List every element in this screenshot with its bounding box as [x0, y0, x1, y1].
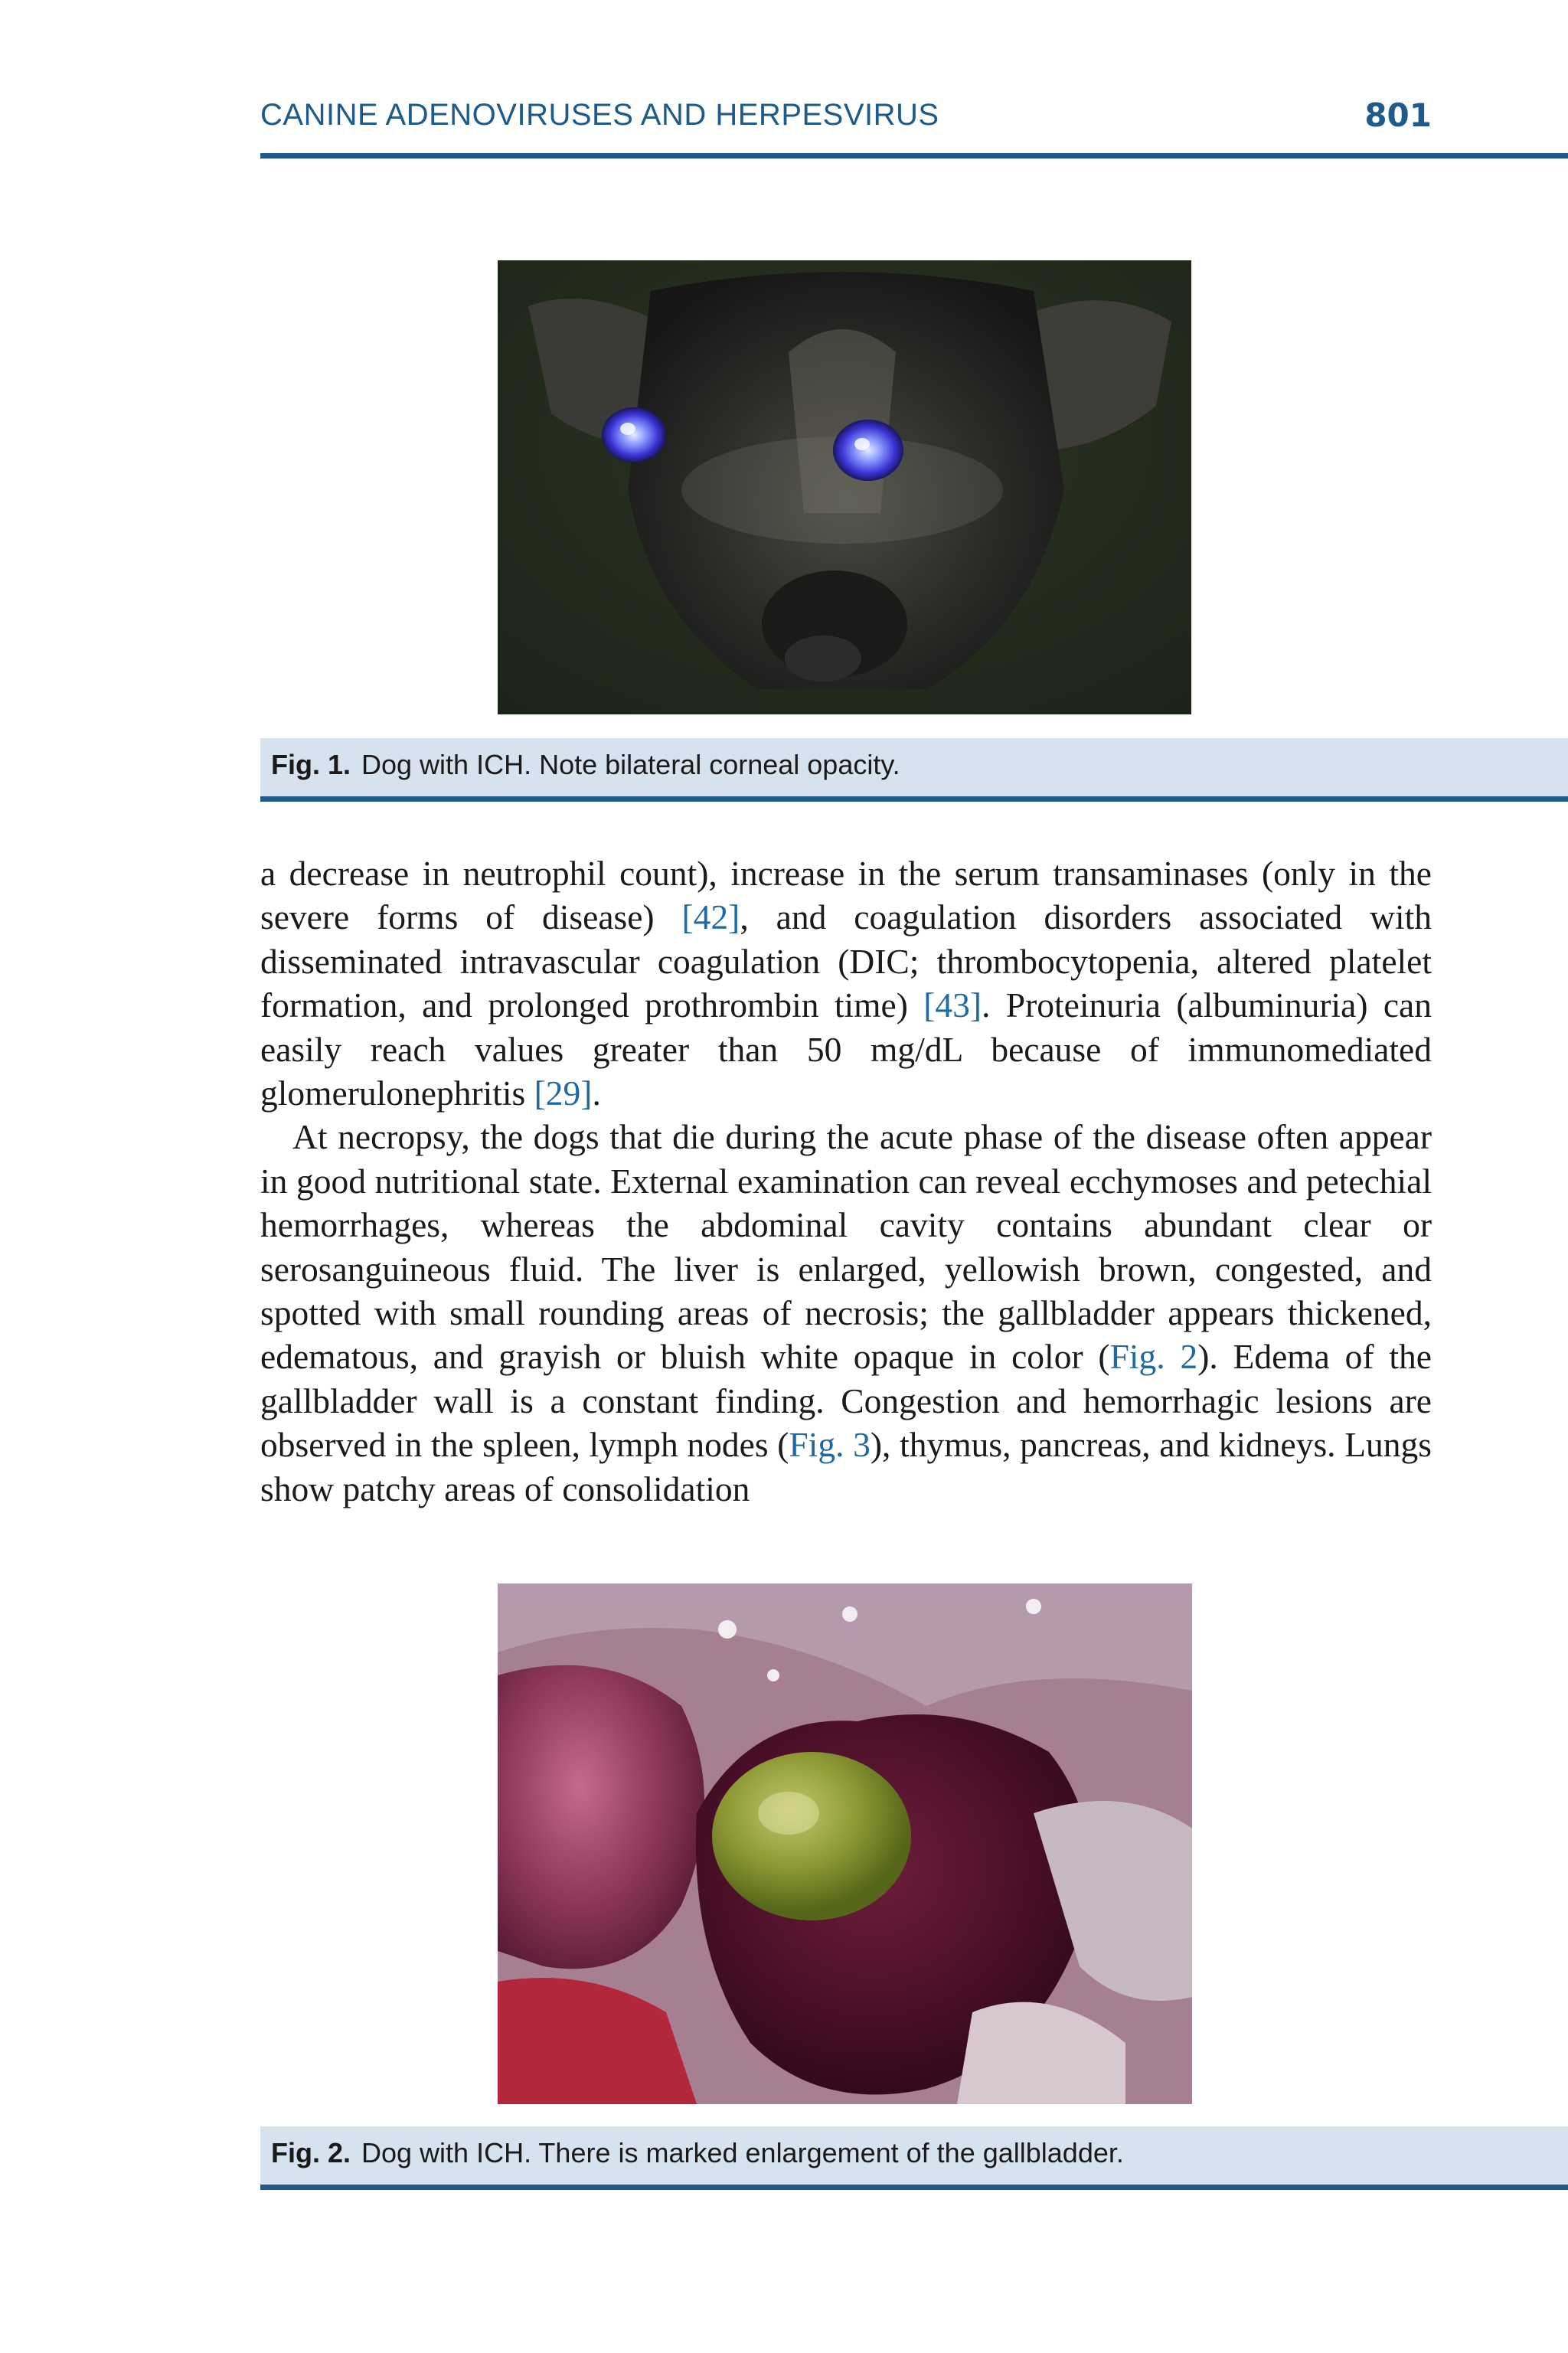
text-run: . Proteinuria (albuminuria) can easily reach values greater than 50 mg/dL because of immunomediated glomerulonephritis: [260, 985, 1432, 1113]
paragraph-2: [260, 1115, 1432, 1511]
running-title: CANINE ADENOVIRUSES AND HERPESVIRUS: [260, 98, 939, 132]
page-number: 801: [1364, 96, 1432, 134]
figure-1-photo: [498, 260, 1191, 714]
body-text: [260, 851, 1432, 1511]
figure-1-label: Fig. 1.: [271, 749, 351, 780]
text-run: ). Edema of the gallbladder wall is a constant finding. Congestion and hemorrhagic lesions are observed in the spleen, lymph nodes (: [260, 1337, 1432, 1465]
text-run: .: [592, 1074, 601, 1113]
figure-link[interactable]: Fig. 2: [1109, 1337, 1198, 1377]
header-rule: [260, 153, 1568, 159]
figure-2-photo: [498, 1583, 1192, 2104]
figure-2-caption: [260, 2126, 1568, 2190]
text-run: ), thymus, pancreas, and kidneys. Lungs show patchy areas of consolidation: [260, 1425, 1432, 1508]
running-header: [260, 98, 1432, 141]
reference-link[interactable]: [29]: [534, 1074, 593, 1113]
figure-link[interactable]: Fig. 3: [789, 1425, 871, 1465]
text-run: a decrease in neutrophil count), increase in the serum transaminases (only in the severe forms of disease): [260, 854, 1432, 937]
reference-link[interactable]: [42]: [681, 897, 740, 937]
text-run: , and coagulation disorders associated with disseminated intravascular coagulation (DIC; thrombocytopenia, altered platelet formation, and prolonged prothrombin time): [260, 897, 1432, 1025]
figure-2-label: Fig. 2.: [271, 2137, 351, 2168]
text-run: At necropsy, the dogs that die during the acute phase of the disease often appear in good nutritional state. External examination can reveal ecchymoses and petechial hemorrhages, whereas the abdominal cavity contains abundant clear or serosanguineous fluid. The liver is enlarged, yellowish brown, congested, and spotted with small rounding areas of necrosis; the gallbladder appears thickened, edematous, and grayish or bluish white opaque in color (: [260, 1117, 1432, 1377]
figure-2-caption-text: Dog with ICH. There is marked enlargement of the gallbladder.: [361, 2137, 1124, 2168]
figure-1-caption-text: Dog with ICH. Note bilateral corneal opacity.: [361, 749, 900, 780]
figure-1-caption: [260, 738, 1568, 802]
reference-link[interactable]: [43]: [923, 985, 982, 1025]
paragraph-1: [260, 851, 1432, 1115]
